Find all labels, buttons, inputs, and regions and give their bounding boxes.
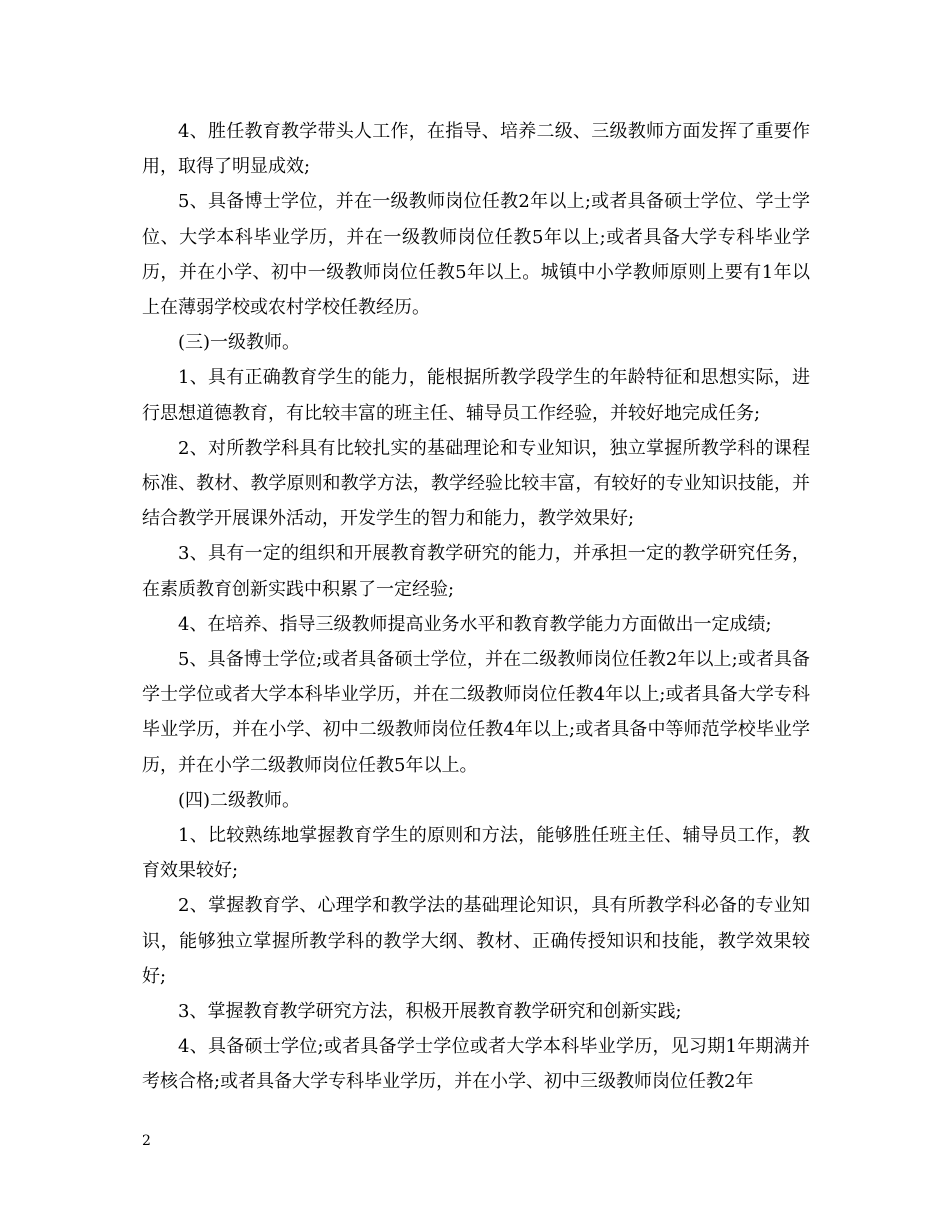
paragraph-item-2-second: 2、掌握教育学、心理学和教学法的基础理论知识，具有所教学科必备的专业知识，能够独立掌握所教学科的教学大纲、教材、正确传授知识和技能，教学效果较好; xyxy=(142,895,810,987)
section-heading-first-grade-teacher: (三)一级教师。 xyxy=(178,332,301,354)
document-body xyxy=(142,114,810,1100)
paragraph-item-1-second: 1、比较熟练地掌握教育学生的原则和方法，能够胜任班主任、辅导员工作，教育效果较好; xyxy=(142,825,810,882)
paragraph-item-4: 4、胜任教育教学带头人工作，在指导、培养二级、三级教师方面发挥了重要作用，取得了明显成效; xyxy=(142,121,810,178)
paragraph-item-5-degree: 5、具备博士学位，并在一级教师岗位任教2年以上;或者具备硕士学位、学士学位、大学本科毕业学历，并在一级教师岗位任教5年以上;或者具备大学专科毕业学历，并在小学、初中一级教师岗位任教5年以上。城镇中小学教师原则上要有1年以上在薄弱学校或农村学校任教经历。 xyxy=(142,191,810,319)
paragraph-item-4-training: 4、在培养、指导三级教师提高业务水平和教育教学能力方面做出一定成绩; xyxy=(178,613,772,635)
section-heading-second-grade-teacher: (四)二级教师。 xyxy=(178,789,301,811)
paragraph-item-2: 2、对所教学科具有比较扎实的基础理论和专业知识，独立掌握所教学科的课程标准、教材、教学原则和教学方法，教学经验比较丰富，有较好的专业知识技能，并结合教学开展课外活动，开发学生的智力和能力，教学效果好; xyxy=(142,437,810,530)
paragraph-item-3: 3、具有一定的组织和开展教育教学研究的能力，并承担一定的教学研究任务，在素质教育创新实践中积累了一定经验; xyxy=(142,543,810,600)
paragraph-item-3-second: 3、掌握教育教学研究方法，积极开展教育教学研究和创新实践; xyxy=(178,1001,682,1023)
paragraph-item-5-qualification: 5、具备博士学位;或者具备硕士学位，并在二级教师岗位任教2年以上;或者具备学士学位或者大学本科毕业学历，并在二级教师岗位任教4年以上;或者具备大学专科毕业学历，并在小学、初中二级教师岗位任教4年以上;或者具备中等师范学校毕业学历，并在小学二级教师岗位任教5年以上。 xyxy=(142,649,810,776)
paragraph-item-1: 1、具有正确教育学生的能力，能根据所教学段学生的年龄特征和思想实际，进行思想道德教育，有比较丰富的班主任、辅导员工作经验，并较好地完成任务; xyxy=(142,367,810,424)
page-number: 2 xyxy=(142,1133,151,1149)
paragraph-item-4-second: 4、具备硕士学位;或者具备学士学位或者大学本科毕业学历，见习期1年期满并考核合格;或者具备大学专科毕业学历，并在小学、初中三级教师岗位任教2年 xyxy=(142,1036,810,1093)
